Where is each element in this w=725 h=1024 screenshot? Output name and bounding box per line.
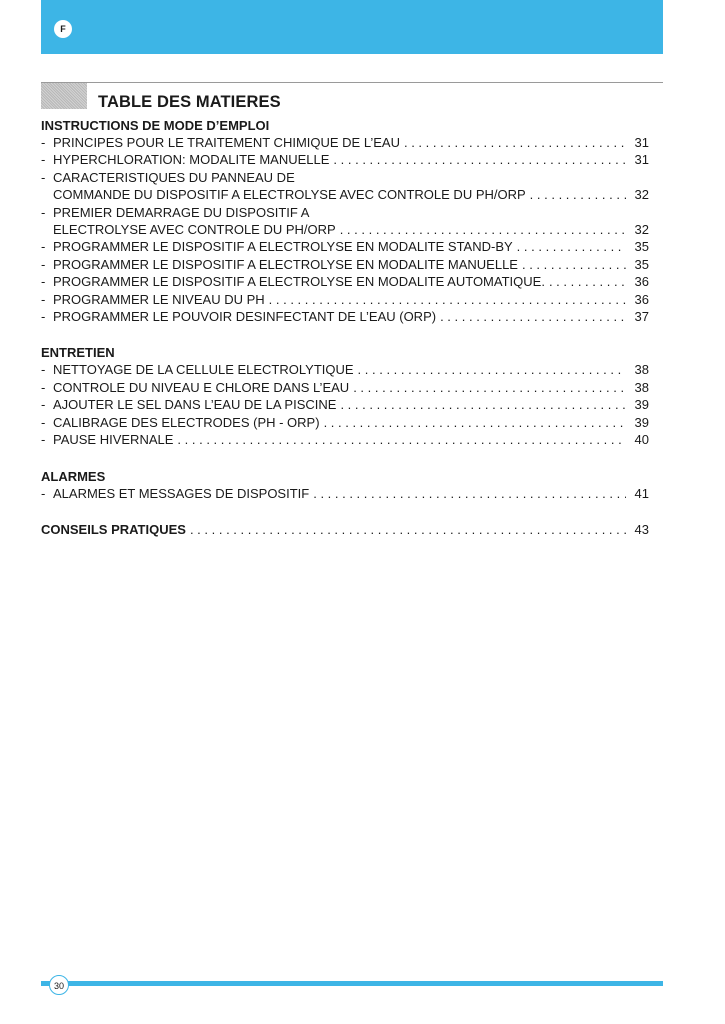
toc-entry-continuation[interactable]: COMMANDE DU DISPOSITIF A ELECTROLYSE AVEC CONTROLE DU PH/ORP . . . 32 (41, 186, 649, 203)
page-number-badge: 30 (49, 975, 69, 995)
page-ref: 31 (634, 152, 649, 168)
dot-leader (440, 308, 626, 325)
toc-entry[interactable]: - PROGRAMMER LE DISPOSITIF A ELECTROLYSE EN MODALITE AUTOMATIQUE. . . . 36 (41, 273, 649, 290)
toc-entry[interactable]: - CONTROLE DU NIVEAU E CHLORE DANS L’EAU . . . 38 (41, 379, 649, 396)
toc-entry[interactable]: CONSEILS PRATIQUES . . . 43 (41, 521, 649, 538)
toc-section-conseils (41, 521, 649, 538)
dot-leader (324, 414, 626, 431)
dot-leader (313, 485, 626, 502)
dot-leader (358, 361, 626, 378)
section-heading: INSTRUCTIONS DE MODE D’EMPLOI (41, 118, 270, 133)
toc-entry[interactable]: - PREMIER DEMARRAGE DU DISPOSITIF A (41, 204, 310, 220)
dot-leader (517, 238, 626, 255)
title-marker (41, 83, 87, 109)
dot-leader (333, 151, 626, 168)
toc-entry[interactable]: - CALIBRAGE DES ELECTRODES (PH - ORP) . . . 39 (41, 414, 649, 431)
toc-entry-continuation[interactable]: ELECTROLYSE AVEC CONTROLE DU PH/ORP . . . 32 (41, 221, 649, 238)
language-badge: F (54, 20, 72, 38)
toc-entry[interactable]: - ALARMES ET MESSAGES DE DISPOSITIF . . . 41 (41, 485, 649, 502)
section-heading: ALARMES (41, 468, 106, 484)
section-heading: ENTRETIEN (41, 345, 115, 361)
page-ref: 35 (634, 239, 649, 255)
toc-section-instructions (41, 117, 649, 325)
page-ref: 41 (634, 485, 649, 501)
page-ref: 39 (634, 414, 649, 430)
toc-entry[interactable]: - PROGRAMMER LE DISPOSITIF A ELECTROLYSE EN MODALITE MANUELLE . . . 35 (41, 256, 649, 273)
page-ref: 32 (634, 187, 649, 203)
page-ref: 40 (634, 432, 649, 448)
dot-leader (269, 291, 626, 308)
table-of-contents (41, 117, 649, 557)
toc-section-alarmes (41, 468, 649, 502)
page-title: TABLE DES MATIERES (98, 93, 281, 111)
dot-leader (340, 396, 626, 413)
dot-leader (549, 273, 626, 290)
toc-entry[interactable]: - PROGRAMMER LE POUVOIR DESINFECTANT DE L’EAU (ORP) . . . 37 (41, 308, 649, 325)
toc-entry[interactable]: - NETTOYAGE DE LA CELLULE ELECTROLYTIQUE . . . 38 (41, 361, 649, 378)
dot-leader (522, 256, 626, 273)
page-ref: 32 (634, 222, 649, 238)
page-ref: 31 (634, 135, 649, 150)
toc-entry[interactable]: - PROGRAMMER LE NIVEAU DU PH . . . 36 (41, 291, 649, 308)
toc-section-entretien (41, 344, 649, 448)
page-ref: 37 (634, 309, 649, 325)
page-ref: 35 (634, 256, 649, 272)
toc-entry[interactable]: - AJOUTER LE SEL DANS L’EAU DE LA PISCINE . . . 39 (41, 396, 649, 413)
dot-leader (177, 431, 626, 448)
toc-entry[interactable]: - HYPERCHLORATION: MODALITE MANUELLE . . . 31 (41, 151, 649, 168)
header-rule (41, 82, 663, 83)
page-ref: 38 (634, 362, 649, 378)
page-ref: 39 (634, 397, 649, 413)
toc-entry[interactable]: - PROGRAMMER LE DISPOSITIF A ELECTROLYSE EN MODALITE STAND-BY . . . 35 (41, 238, 649, 255)
toc-entry[interactable]: - CARACTERISTIQUES DU PANNEAU DE (41, 169, 295, 185)
page-ref: 36 (634, 291, 649, 307)
toc-entry[interactable]: - PAUSE HIVERNALE . . . 40 (41, 431, 649, 448)
header-band (41, 0, 663, 54)
page-ref: 38 (634, 379, 649, 395)
page-ref: 36 (634, 274, 649, 290)
dot-leader (530, 186, 626, 203)
footer-band (41, 981, 663, 986)
dot-leader (190, 521, 626, 538)
page-ref: 43 (634, 521, 649, 537)
dot-leader (404, 134, 626, 151)
dot-leader (340, 221, 626, 238)
toc-entry[interactable]: - PRINCIPES POUR LE TRAITEMENT CHIMIQUE DE L’EAU . . . 31 (41, 134, 649, 151)
dot-leader (353, 379, 626, 396)
